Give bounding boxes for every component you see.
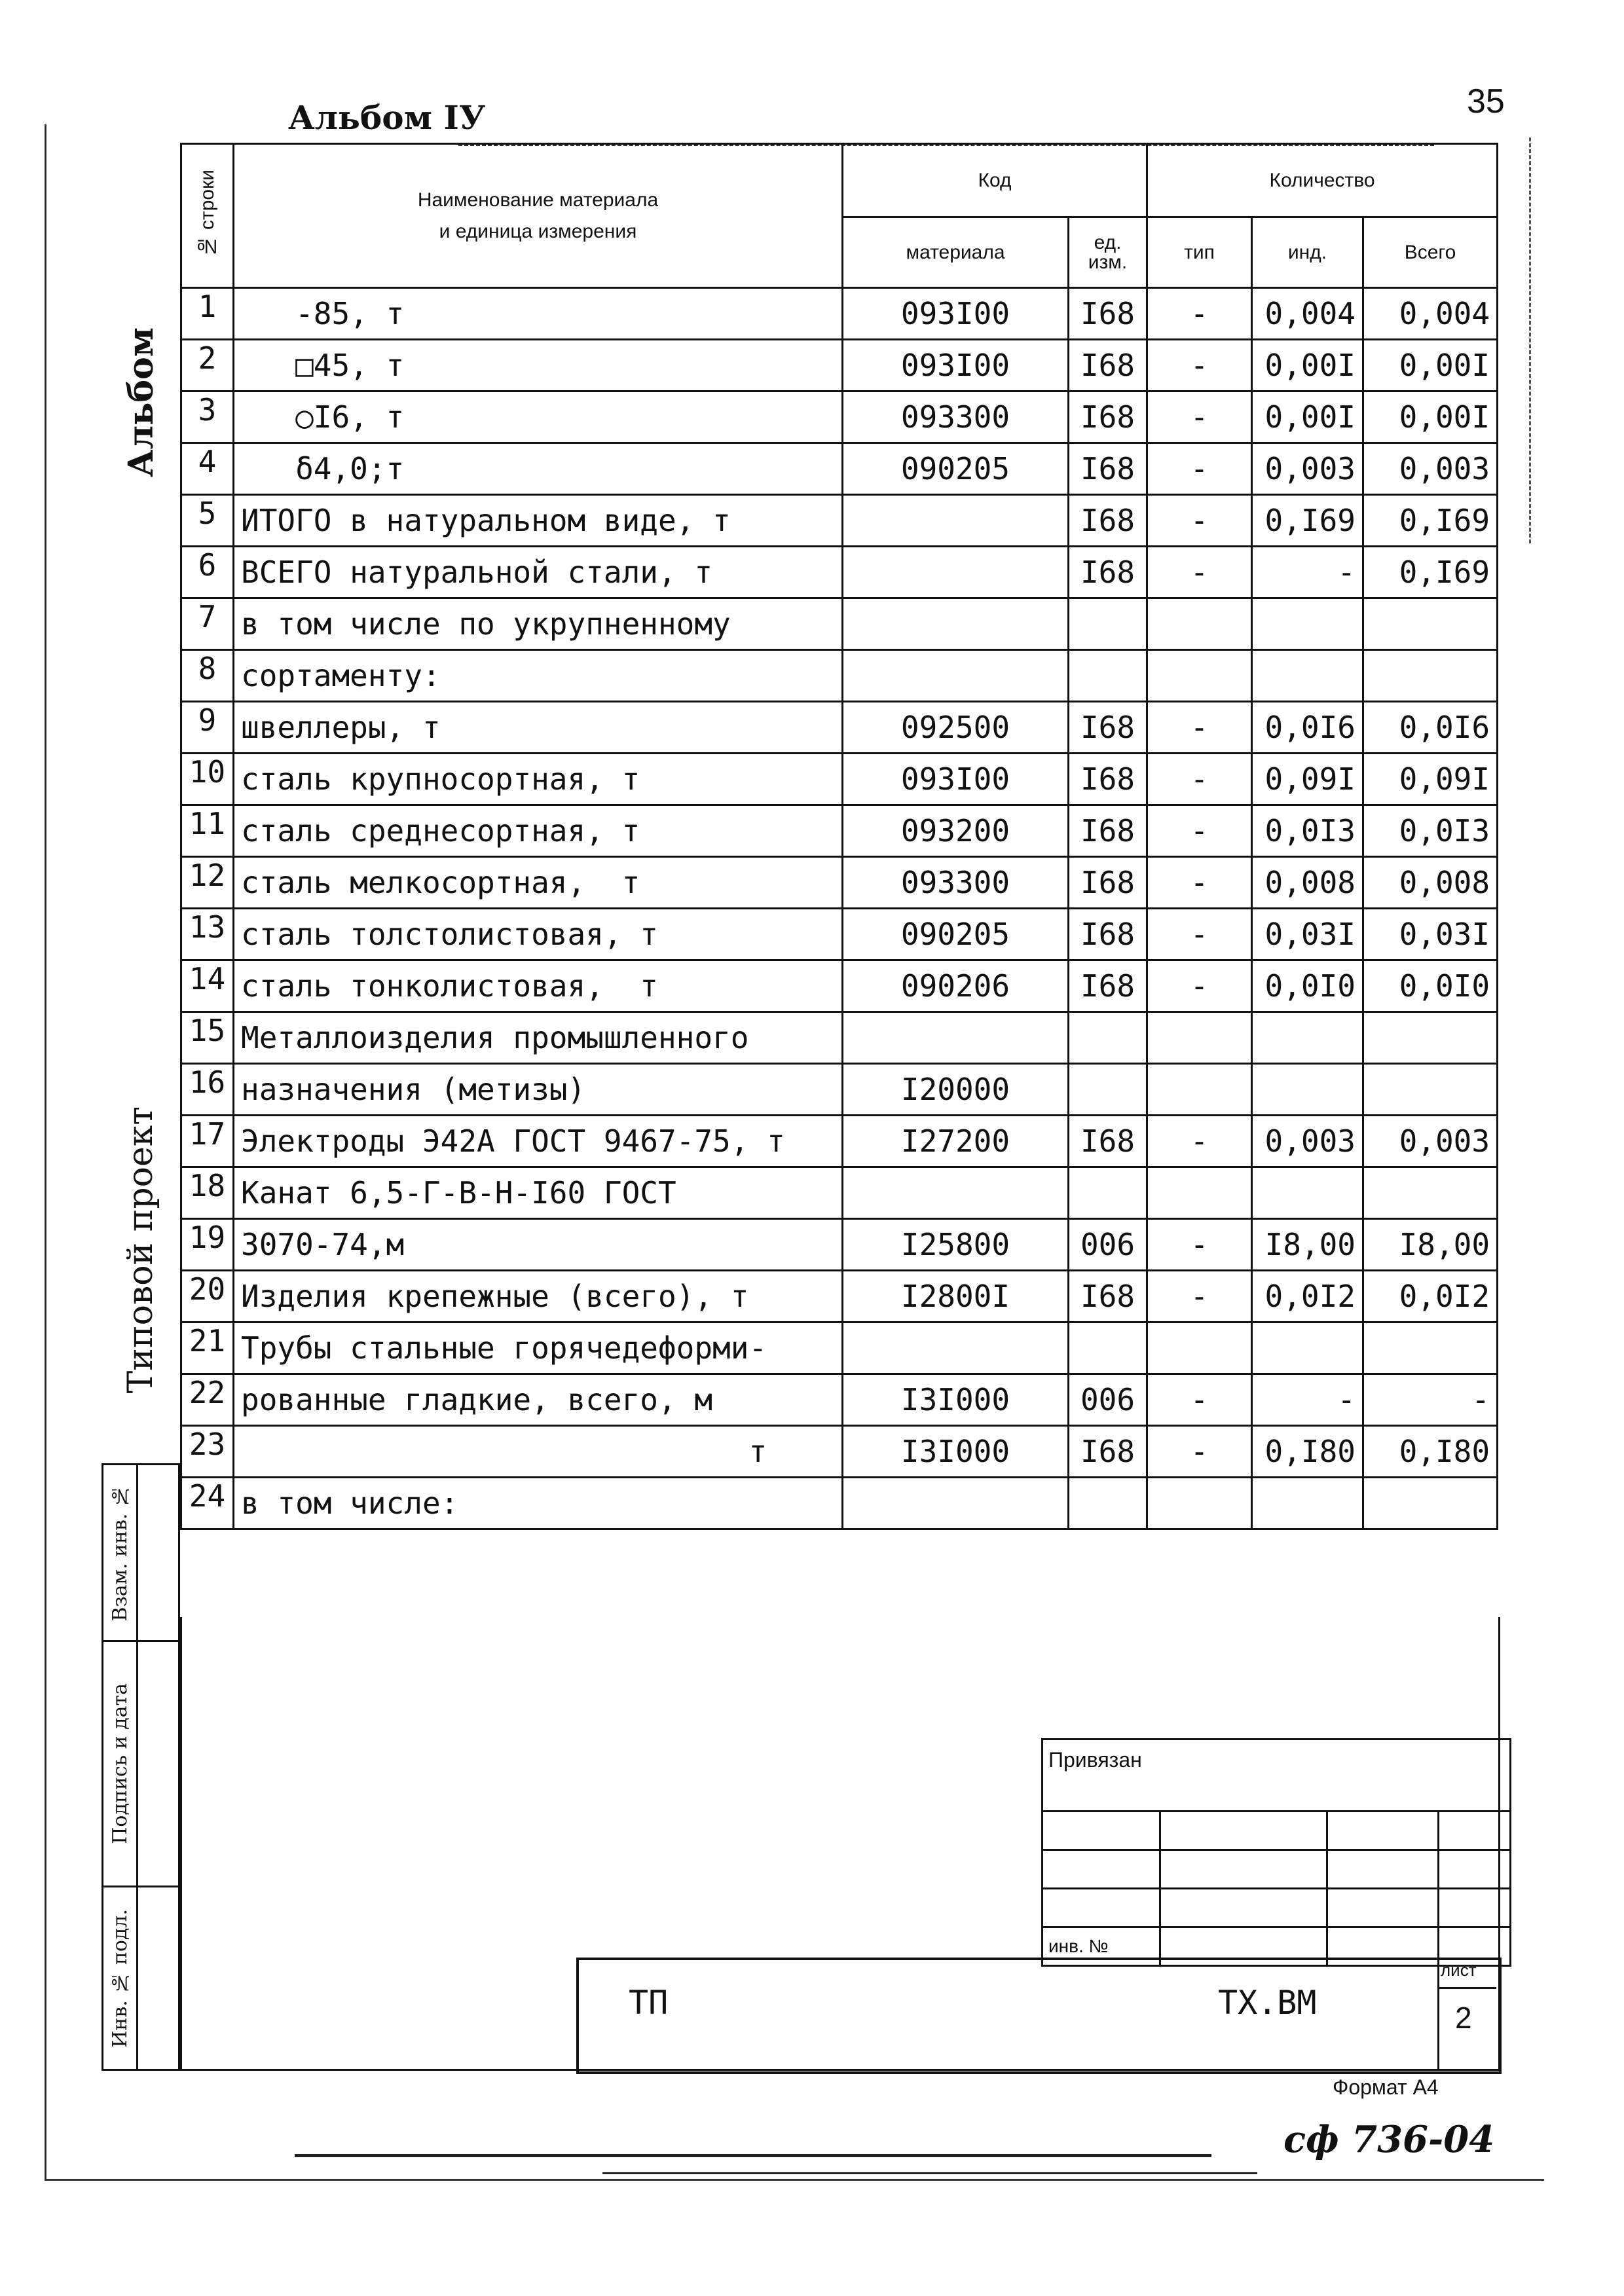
unit-code: I68 <box>1069 1271 1147 1322</box>
row-number: 22 <box>181 1374 234 1426</box>
qty-type: - <box>1147 495 1252 547</box>
material-name: ВСЕГО натуральной стали, т <box>234 547 843 598</box>
unit-code: I68 <box>1069 1426 1147 1478</box>
row-number: 9 <box>181 702 234 754</box>
qty-type: - <box>1147 909 1252 960</box>
qty-ind <box>1252 650 1363 702</box>
left-frame-line <box>45 124 46 2180</box>
unit-code: I68 <box>1069 495 1147 547</box>
material-name: δ4,0;т <box>234 443 843 495</box>
qty-total: 0,I69 <box>1363 495 1498 547</box>
material-code <box>843 1167 1069 1219</box>
unit-code: I68 <box>1069 857 1147 909</box>
table-row <box>181 1064 1498 1116</box>
table-row <box>181 443 1498 495</box>
material-code: I20000 <box>843 1064 1069 1116</box>
row-number: 6 <box>181 547 234 598</box>
qty-type <box>1147 650 1252 702</box>
qty-type: - <box>1147 960 1252 1012</box>
binding-block <box>1041 1738 1511 1967</box>
material-code: 093I00 <box>843 288 1069 340</box>
format-label: Формат А4 <box>1333 2075 1439 2099</box>
header-qty-total: Всего <box>1363 217 1498 288</box>
row-number: 5 <box>181 495 234 547</box>
qty-type <box>1147 598 1252 650</box>
material-name: швеллеры, т <box>234 702 843 754</box>
table-row <box>181 1374 1498 1426</box>
unit-code: I68 <box>1069 754 1147 805</box>
material-name: Трубы стальные горячедеформи- <box>234 1322 843 1374</box>
qty-ind: 0,09I <box>1252 754 1363 805</box>
row-number: 20 <box>181 1271 234 1322</box>
row-number: 7 <box>181 598 234 650</box>
qty-ind: 0,00I <box>1252 392 1363 443</box>
side-col-replacement: Взам. инв. № <box>103 1465 138 1641</box>
qty-ind <box>1252 598 1363 650</box>
binding-cell <box>1327 1850 1439 1889</box>
row-number: 18 <box>181 1167 234 1219</box>
qty-total: 0,00I <box>1363 392 1498 443</box>
side-col-signature: Подпись и дата <box>103 1641 138 1887</box>
qty-total: 0,0I3 <box>1363 805 1498 857</box>
material-name: Электроды Э42А ГОСТ 9467-75, т <box>234 1116 843 1167</box>
unit-code: I68 <box>1069 909 1147 960</box>
row-number: 10 <box>181 754 234 805</box>
table-row <box>181 1012 1498 1064</box>
qty-total <box>1363 1478 1498 1529</box>
table-row <box>181 495 1498 547</box>
qty-type: - <box>1147 1219 1252 1271</box>
unit-code: I68 <box>1069 288 1147 340</box>
qty-type <box>1147 1012 1252 1064</box>
material-code <box>843 495 1069 547</box>
side-signature-columns <box>101 1463 180 2071</box>
qty-type <box>1147 1167 1252 1219</box>
material-name: сталь мелкосортная, т <box>234 857 843 909</box>
qty-type: - <box>1147 547 1252 598</box>
signature-stroke <box>602 2172 1257 2174</box>
qty-type: - <box>1147 1374 1252 1426</box>
binding-cell <box>1160 1812 1327 1850</box>
qty-type: - <box>1147 1271 1252 1322</box>
material-code: 093I00 <box>843 340 1069 392</box>
header-code-unit: ед. изм. <box>1069 217 1147 288</box>
qty-ind: 0,0I6 <box>1252 702 1363 754</box>
material-name: 3070-74,м <box>234 1219 843 1271</box>
unit-code: I68 <box>1069 443 1147 495</box>
qty-type <box>1147 1478 1252 1529</box>
qty-ind: - <box>1252 1374 1363 1426</box>
unit-code: I68 <box>1069 1116 1147 1167</box>
material-code: I2800I <box>843 1271 1069 1322</box>
table-row <box>181 392 1498 443</box>
row-number: 19 <box>181 1219 234 1271</box>
table-row <box>181 650 1498 702</box>
qty-total: 0,003 <box>1363 443 1498 495</box>
header-name-line2: и единица измерения <box>439 220 637 242</box>
stamp-sheet-number: 2 <box>1455 2001 1472 2035</box>
signature-stroke <box>295 2154 1211 2157</box>
unit-code: I68 <box>1069 805 1147 857</box>
table-row <box>181 702 1498 754</box>
table-row <box>181 805 1498 857</box>
qty-type: - <box>1147 392 1252 443</box>
unit-code: I68 <box>1069 702 1147 754</box>
qty-ind <box>1252 1012 1363 1064</box>
material-code: I25800 <box>843 1219 1069 1271</box>
material-name: -85, т <box>234 288 843 340</box>
qty-ind: 0,I69 <box>1252 495 1363 547</box>
qty-type <box>1147 1064 1252 1116</box>
qty-ind: 0,0I2 <box>1252 1271 1363 1322</box>
binding-cell <box>1043 1889 1160 1927</box>
row-number: 11 <box>181 805 234 857</box>
binding-cell <box>1439 1812 1511 1850</box>
qty-total: 0,00I <box>1363 340 1498 392</box>
row-number: 4 <box>181 443 234 495</box>
side-col-signature-value <box>138 1641 179 1887</box>
material-code: I27200 <box>843 1116 1069 1167</box>
qty-type: - <box>1147 1426 1252 1478</box>
qty-total <box>1363 1167 1498 1219</box>
material-name: □45, т <box>234 340 843 392</box>
table-row <box>181 1116 1498 1167</box>
table-row <box>181 754 1498 805</box>
material-name: назначения (метизы) <box>234 1064 843 1116</box>
material-code <box>843 650 1069 702</box>
stamp-code: ТХ.ВМ <box>1218 1984 1317 2022</box>
material-name: ○I6, т <box>234 392 843 443</box>
binding-cell <box>1439 1850 1511 1889</box>
row-number: 21 <box>181 1322 234 1374</box>
qty-total: 0,008 <box>1363 857 1498 909</box>
unit-code: I68 <box>1069 392 1147 443</box>
unit-code <box>1069 1478 1147 1529</box>
material-code: 092500 <box>843 702 1069 754</box>
qty-type: - <box>1147 702 1252 754</box>
row-number: 8 <box>181 650 234 702</box>
qty-ind: 0,004 <box>1252 288 1363 340</box>
qty-type: - <box>1147 857 1252 909</box>
header-quantity: Количество <box>1147 144 1498 217</box>
row-number: 3 <box>181 392 234 443</box>
unit-code <box>1069 1322 1147 1374</box>
stamp-sheet-divider <box>1437 1987 1496 1989</box>
material-code: 093200 <box>843 805 1069 857</box>
side-col-inventory: Инв. № подл. <box>103 1887 138 2070</box>
material-code <box>843 547 1069 598</box>
qty-total <box>1363 1064 1498 1116</box>
qty-ind: 0,003 <box>1252 1116 1363 1167</box>
unit-code: I68 <box>1069 960 1147 1012</box>
unit-code: I68 <box>1069 340 1147 392</box>
table-row <box>181 1167 1498 1219</box>
binding-cell <box>1327 1812 1439 1850</box>
material-name: сталь среднесортная, т <box>234 805 843 857</box>
material-code: 093300 <box>843 392 1069 443</box>
table-row <box>181 1478 1498 1529</box>
row-number: 24 <box>181 1478 234 1529</box>
material-name: в том числе по укрупненному <box>234 598 843 650</box>
material-code: 093I00 <box>843 754 1069 805</box>
header-code: Код <box>843 144 1147 217</box>
binding-cell <box>1043 1850 1160 1889</box>
material-code <box>843 1322 1069 1374</box>
qty-total: 0,I69 <box>1363 547 1498 598</box>
material-name: Изделия крепежные (всего), т <box>234 1271 843 1322</box>
qty-total <box>1363 650 1498 702</box>
row-number: 2 <box>181 340 234 392</box>
unit-code: 006 <box>1069 1374 1147 1426</box>
material-name: ИТОГО в натуральном виде, т <box>234 495 843 547</box>
qty-ind <box>1252 1167 1363 1219</box>
qty-ind: I8,00 <box>1252 1219 1363 1271</box>
material-code: 090205 <box>843 443 1069 495</box>
qty-ind: 0,03I <box>1252 909 1363 960</box>
header-material-name <box>234 144 843 288</box>
row-number: 15 <box>181 1012 234 1064</box>
material-name: сортаменту: <box>234 650 843 702</box>
header-row-number: № строки <box>181 144 234 288</box>
material-code <box>843 1012 1069 1064</box>
qty-type: - <box>1147 805 1252 857</box>
material-code: 090205 <box>843 909 1069 960</box>
qty-type: - <box>1147 340 1252 392</box>
title-stamp <box>576 1958 1502 2074</box>
qty-total <box>1363 598 1498 650</box>
qty-total: 0,I80 <box>1363 1426 1498 1478</box>
material-name: сталь тонколистовая, т <box>234 960 843 1012</box>
binding-cell <box>1043 1812 1160 1850</box>
table-row <box>181 1322 1498 1374</box>
header-name-line1: Наименование материала <box>417 189 659 211</box>
qty-ind: 0,003 <box>1252 443 1363 495</box>
table-row <box>181 598 1498 650</box>
qty-total: I8,00 <box>1363 1219 1498 1271</box>
row-number: 23 <box>181 1426 234 1478</box>
row-number: 16 <box>181 1064 234 1116</box>
qty-total: 0,03I <box>1363 909 1498 960</box>
qty-type: - <box>1147 288 1252 340</box>
material-name: сталь крупносортная, т <box>234 754 843 805</box>
binding-inv-label: инв. № <box>1043 1927 1160 1966</box>
qty-ind: 0,00I <box>1252 340 1363 392</box>
qty-total <box>1363 1012 1498 1064</box>
handwritten-code: сф 736-04 <box>1283 2118 1495 2161</box>
material-code: I3I000 <box>843 1426 1069 1478</box>
qty-ind: 0,0I3 <box>1252 805 1363 857</box>
qty-total: - <box>1363 1374 1498 1426</box>
header-qty-type: тип <box>1147 217 1252 288</box>
material-code: 093300 <box>843 857 1069 909</box>
qty-total: 0,0I0 <box>1363 960 1498 1012</box>
material-name: рованные гладкие, всего, м <box>234 1374 843 1426</box>
header-qty-ind: инд. <box>1252 217 1363 288</box>
material-code <box>843 1478 1069 1529</box>
table-row <box>181 960 1498 1012</box>
row-number: 12 <box>181 857 234 909</box>
table-row <box>181 1219 1498 1271</box>
qty-ind: 0,I80 <box>1252 1426 1363 1478</box>
material-code: 090206 <box>843 960 1069 1012</box>
page-number: 35 <box>1467 82 1505 120</box>
side-album-label: Альбом <box>121 327 161 477</box>
unit-code <box>1069 1012 1147 1064</box>
material-name: Канат 6,5-Г-В-Н-I60 ГОСТ <box>234 1167 843 1219</box>
qty-ind: - <box>1252 547 1363 598</box>
row-number: 14 <box>181 960 234 1012</box>
stamp-tp: ТП <box>629 1984 669 2022</box>
material-name: т <box>234 1426 843 1478</box>
table-row <box>181 547 1498 598</box>
unit-code <box>1069 598 1147 650</box>
table-row <box>181 288 1498 340</box>
unit-code <box>1069 1064 1147 1116</box>
qty-ind: 0,008 <box>1252 857 1363 909</box>
material-name: Металлоизделия промышленного <box>234 1012 843 1064</box>
row-number: 13 <box>181 909 234 960</box>
qty-ind <box>1252 1064 1363 1116</box>
qty-total: 0,09I <box>1363 754 1498 805</box>
material-code: I3I000 <box>843 1374 1069 1426</box>
row-number: 17 <box>181 1116 234 1167</box>
table-row <box>181 1271 1498 1322</box>
table-row <box>181 1426 1498 1478</box>
materials-table <box>180 143 1498 1530</box>
right-dashed-line <box>1529 137 1531 543</box>
unit-code: I68 <box>1069 547 1147 598</box>
qty-type <box>1147 1322 1252 1374</box>
qty-type: - <box>1147 443 1252 495</box>
unit-code <box>1069 1167 1147 1219</box>
album-title: Альбом IУ <box>288 98 486 137</box>
bottom-frame-line <box>45 2179 1544 2181</box>
binding-label: Привязан <box>1043 1740 1511 1812</box>
side-project-label: Типовой проект <box>121 1106 160 1394</box>
material-code <box>843 598 1069 650</box>
binding-cell <box>1327 1889 1439 1927</box>
qty-total <box>1363 1322 1498 1374</box>
qty-total: 0,0I6 <box>1363 702 1498 754</box>
binding-cell <box>1160 1889 1327 1927</box>
table-row <box>181 857 1498 909</box>
qty-ind <box>1252 1478 1363 1529</box>
unit-code <box>1069 650 1147 702</box>
binding-cell <box>1439 1889 1511 1927</box>
row-number: 1 <box>181 288 234 340</box>
qty-ind: 0,0I0 <box>1252 960 1363 1012</box>
qty-type: - <box>1147 754 1252 805</box>
unit-code: 006 <box>1069 1219 1147 1271</box>
qty-ind <box>1252 1322 1363 1374</box>
table-row <box>181 909 1498 960</box>
qty-total: 0,004 <box>1363 288 1498 340</box>
table-row <box>181 340 1498 392</box>
side-col-inventory-value <box>138 1887 179 2070</box>
material-name: сталь толстолистовая, т <box>234 909 843 960</box>
side-col-replacement-value <box>138 1465 179 1641</box>
qty-total: 0,003 <box>1363 1116 1498 1167</box>
header-code-material: материала <box>843 217 1069 288</box>
material-name: в том числе: <box>234 1478 843 1529</box>
qty-total: 0,0I2 <box>1363 1271 1498 1322</box>
stamp-sheet-label: лист <box>1441 1960 1477 1980</box>
qty-type: - <box>1147 1116 1252 1167</box>
binding-cell <box>1160 1850 1327 1889</box>
